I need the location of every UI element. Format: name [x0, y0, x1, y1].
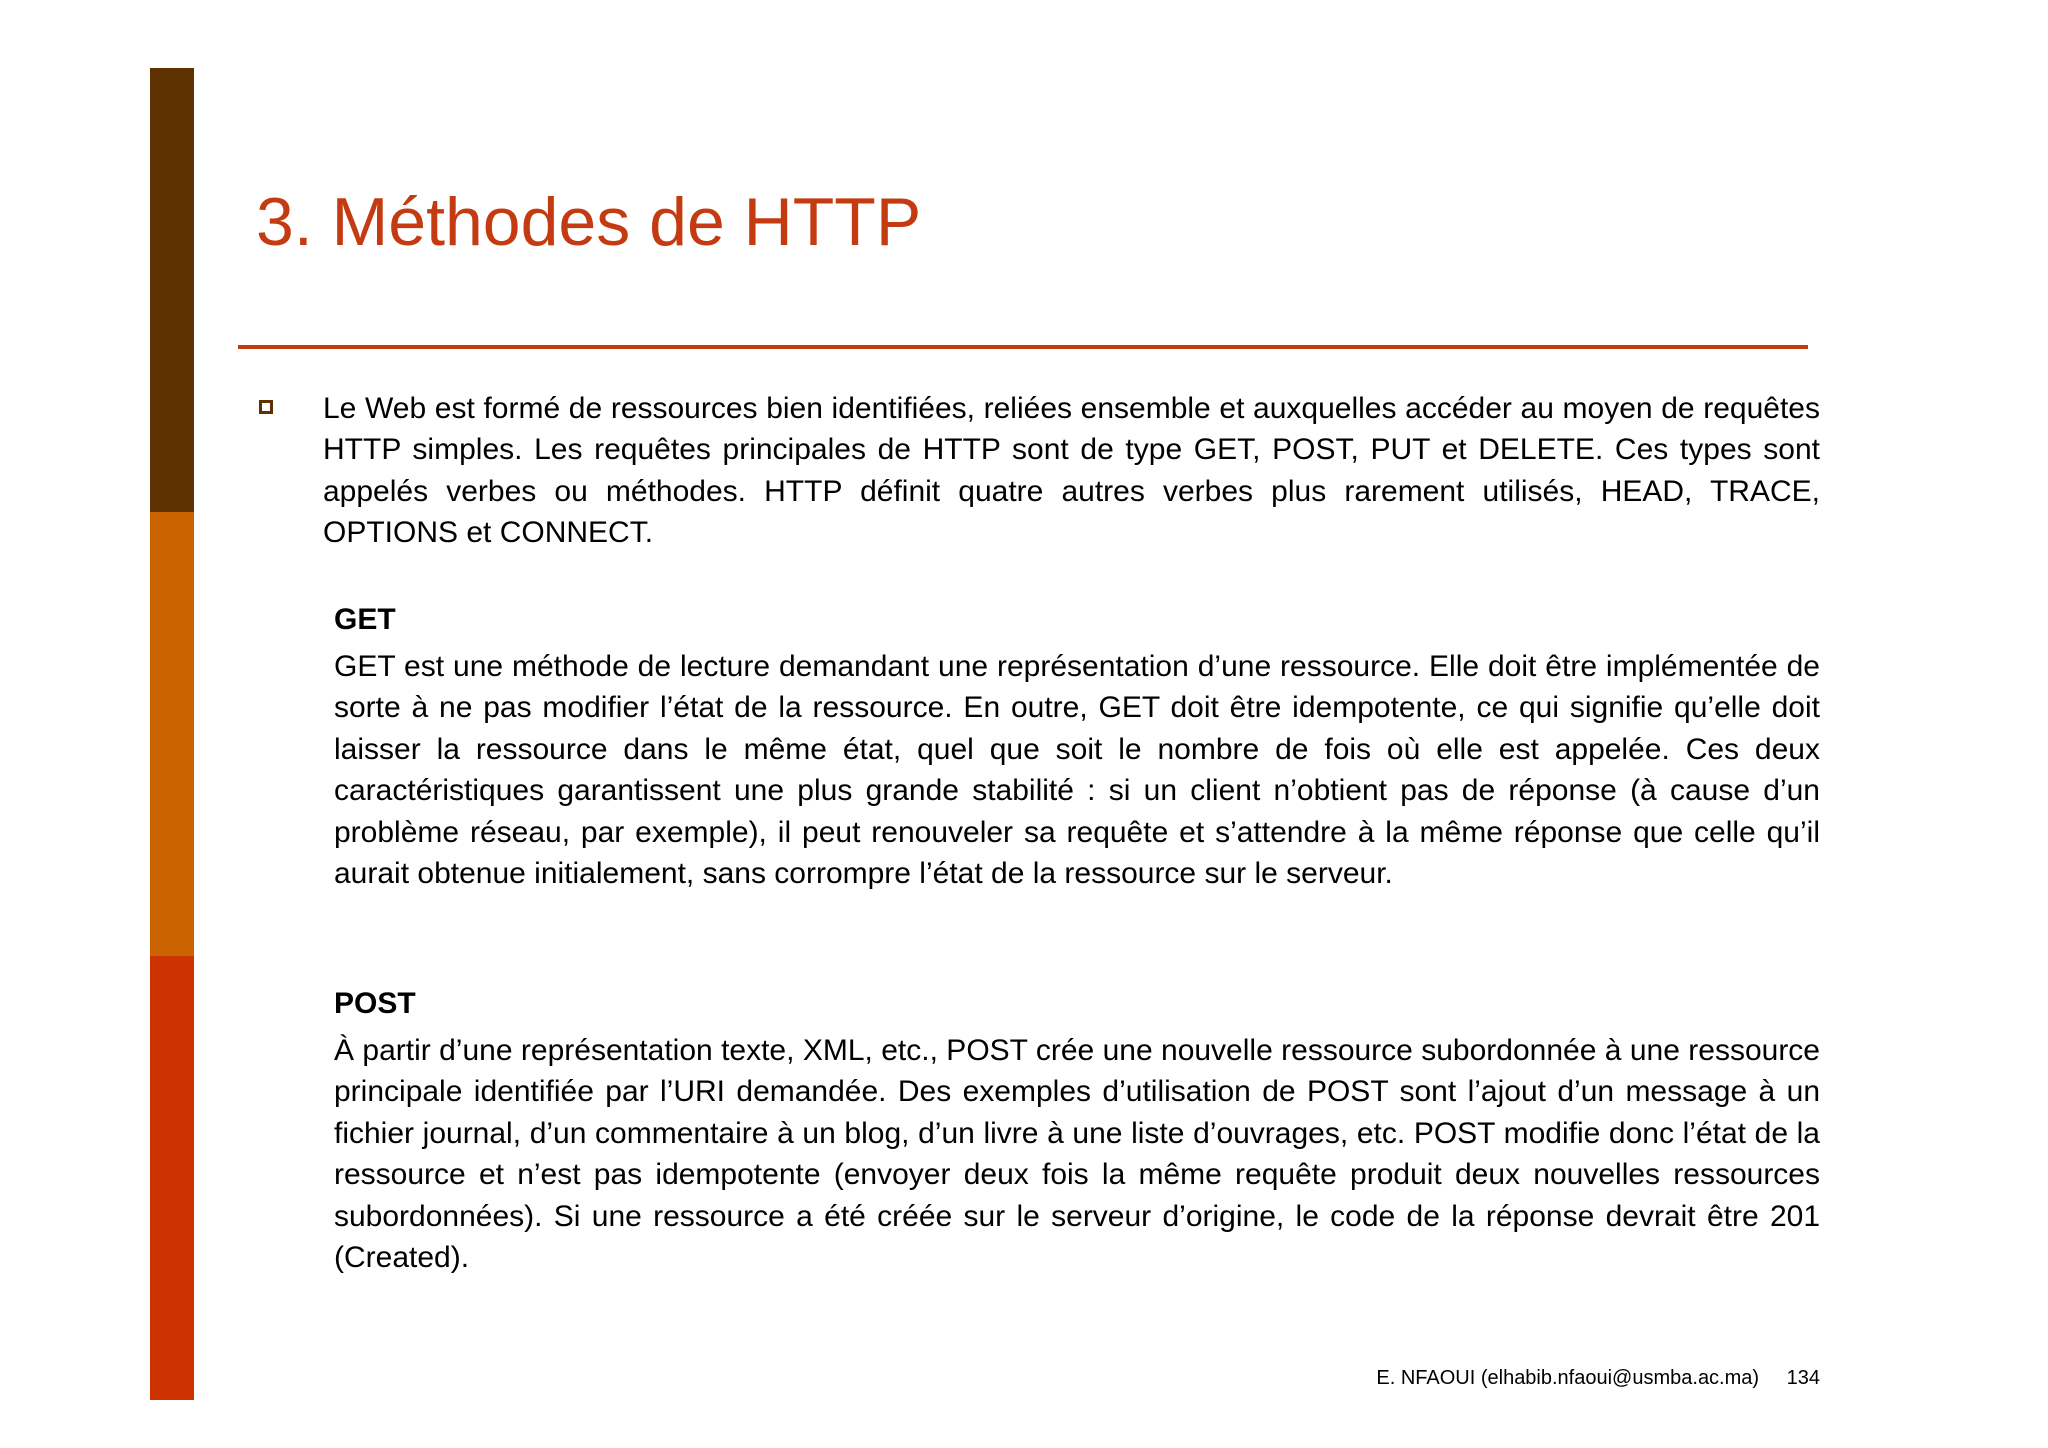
- slide-footer: [1376, 1367, 1820, 1390]
- get-section-heading: GET: [334, 603, 396, 636]
- post-section-body: À partir d’une représentation texte, XML, etc., POST crée une nouvelle ressource subordonnée à une ressource principale identifiée par l’URI demandée. Des exemples d’utilisation de POST sont l’ajout d’un message à un fichier journal, d’un commentaire à un blog, d’un livre à une liste d’ouvrages, etc. POST modifie donc l’état de la ressource et n’est pas idempotente (envoyer deux fois la même requête produit deux nouvelles ressources subordonnées). Si une ressource a été créée sur le serveur d’origine, le code de la réponse devrait être 201 (Created).: [334, 1034, 1820, 1275]
- intro-paragraph: Le Web est formé de ressources bien identifiées, reliées ensemble et auxquelles accéder au moyen de requêtes HTTP simples. Les requêtes principales de HTTP sont de type GET, POST, PUT et DELETE. Ces types sont appelés verbes ou méthodes. HTTP définit quatre autres verbes plus rarement utilisés, HEAD, TRACE, OPTIONS et CONNECT.: [323, 392, 1820, 550]
- post-section-heading: POST: [334, 987, 416, 1020]
- side-bar-middle-segment: [150, 512, 194, 956]
- title-underline-rule: [238, 345, 1808, 349]
- square-bullet-icon: [259, 400, 273, 414]
- slide-title: 3. Méthodes de HTTP: [256, 184, 922, 260]
- side-bar-bottom-segment: [150, 956, 194, 1400]
- page-number: 134: [1786, 1367, 1820, 1389]
- footer-author: E. NFAOUI (elhabib.nfaoui@usmba.ac.ma): [1376, 1367, 1760, 1389]
- get-section-body: GET est une méthode de lecture demandant une représentation d’une ressource. Elle doit être implémentée de sorte à ne pas modifier l’état de la ressource. En outre, GET doit être idempotente, ce qui signifie qu’elle doit laisser la ressource dans le même état, quel que soit le nombre de fois où elle est appelée. Ces deux caractéristiques garantissent une plus grande stabilité : si un client n’obtient pas de réponse (à cause d’un problème réseau, par exemple), il peut renouveler sa requête et s’attendre à la même réponse que celle qu’il aurait obtenue initialement, sans corrompre l’état de la ressource sur le serveur.: [334, 650, 1820, 891]
- side-bar-top-segment: [150, 68, 194, 512]
